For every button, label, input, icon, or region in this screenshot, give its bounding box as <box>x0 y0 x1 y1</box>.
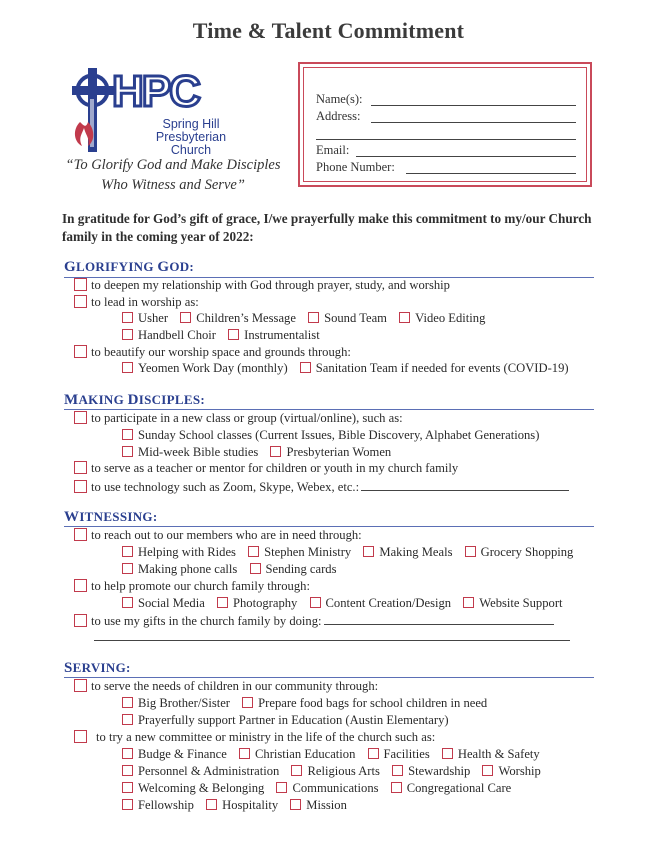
checkbox[interactable] <box>122 782 133 793</box>
option-row <box>122 445 400 460</box>
checkbox[interactable] <box>300 362 311 373</box>
email-label: Email: <box>316 143 350 157</box>
option-presbyterian-women[interactable]: Presbyterian Women <box>270 445 391 460</box>
option-worship[interactable]: Worship <box>482 764 540 779</box>
checkbox[interactable] <box>463 597 474 608</box>
option-christian-education[interactable]: Christian Education <box>239 747 355 762</box>
email-field[interactable] <box>356 156 576 157</box>
church-logo <box>66 64 246 164</box>
section-divider <box>64 677 594 678</box>
option-fellowship[interactable]: Fellowship <box>122 798 194 813</box>
option-stewardship[interactable]: Stewardship <box>392 764 470 779</box>
checkbox[interactable] <box>122 765 133 776</box>
checkbox[interactable] <box>74 345 87 358</box>
checkbox[interactable] <box>122 446 133 457</box>
commit-item[interactable]: to help promote our church family through: <box>74 579 310 594</box>
checkbox[interactable] <box>276 782 287 793</box>
option-congregational-care[interactable]: Congregational Care <box>391 781 512 796</box>
option-row <box>122 713 458 728</box>
option-mission[interactable]: Mission <box>290 798 347 813</box>
option-social-media[interactable]: Social Media <box>122 596 205 611</box>
option-partner-in-education[interactable]: Prayerfully support Partner in Education (Austin Elementary) <box>122 713 449 728</box>
commit-item[interactable]: to deepen my relationship with God through prayer, study, and worship <box>74 278 450 293</box>
option-religious-arts[interactable]: Religious Arts <box>291 764 379 779</box>
option-row <box>122 328 329 343</box>
checkbox[interactable] <box>228 329 239 340</box>
checkbox[interactable] <box>242 697 253 708</box>
checkbox[interactable] <box>290 799 301 810</box>
option-sunday-school[interactable]: Sunday School classes (Current Issues, Bible Discovery, Alphabet Generations) <box>122 428 539 443</box>
option-row <box>122 562 346 577</box>
option-personnel-administration[interactable]: Personnel & Administration <box>122 764 279 779</box>
address-line-2-field[interactable] <box>316 139 576 140</box>
option-childrens-message[interactable]: Children’s Message <box>180 311 296 326</box>
checkbox[interactable] <box>74 278 87 291</box>
checkbox[interactable] <box>368 748 379 759</box>
tagline: “To Glorify God and Make Disciples Who Witness and Serve” <box>65 157 281 193</box>
checkbox[interactable] <box>122 597 133 608</box>
option-health-safety[interactable]: Health & Safety <box>442 747 540 762</box>
checkbox[interactable] <box>465 546 476 557</box>
option-row <box>122 747 549 762</box>
checkbox[interactable] <box>217 597 228 608</box>
checkbox[interactable] <box>74 730 87 743</box>
checkbox[interactable] <box>122 714 133 725</box>
address-label: Address: <box>316 109 361 123</box>
intro-text: In gratitude for God’s gift of grace, I/we prayerfully make this commitment to my/our Church family in the coming year of 2022: <box>62 211 592 244</box>
checkbox[interactable] <box>122 546 133 557</box>
option-sound-team[interactable]: Sound Team <box>308 311 387 326</box>
checkbox[interactable] <box>74 528 87 541</box>
checkbox[interactable] <box>122 697 133 708</box>
commit-item[interactable]: to lead in worship as: <box>74 295 199 310</box>
commit-item[interactable]: to try a new committee or ministry in the life of the church such as: <box>74 730 435 745</box>
gifts-field-line-2[interactable] <box>94 640 570 641</box>
option-hospitality[interactable]: Hospitality <box>206 798 278 813</box>
phone-label: Phone Number: <box>316 160 395 174</box>
commit-item[interactable]: to serve the needs of children in our community through: <box>74 679 378 694</box>
option-grocery-shopping[interactable]: Grocery Shopping <box>465 545 574 560</box>
checkbox[interactable] <box>310 597 321 608</box>
technology-field[interactable] <box>361 479 569 491</box>
option-big-brother-sister[interactable]: Big Brother/Sister <box>122 696 230 711</box>
checkbox[interactable] <box>122 329 133 340</box>
commit-item[interactable]: to use my gifts in the church family by doing: <box>74 613 554 629</box>
checkbox[interactable] <box>239 748 250 759</box>
checkbox[interactable] <box>363 546 374 557</box>
option-content-creation[interactable]: Content Creation/Design <box>310 596 452 611</box>
section-heading-serving: SERVING: <box>64 660 131 676</box>
option-sending-cards[interactable]: Sending cards <box>250 562 337 577</box>
checkbox[interactable] <box>74 461 87 474</box>
phone-field[interactable] <box>406 173 576 174</box>
checkbox[interactable] <box>122 362 133 373</box>
option-photography[interactable]: Photography <box>217 596 297 611</box>
option-website-support[interactable]: Website Support <box>463 596 562 611</box>
name-field[interactable] <box>371 105 576 106</box>
checkbox[interactable] <box>248 546 259 557</box>
commit-item[interactable]: to participate in a new class or group (virtual/online), such as: <box>74 411 403 426</box>
checkbox[interactable] <box>122 748 133 759</box>
checkbox[interactable] <box>291 765 302 776</box>
option-row <box>122 596 572 611</box>
checkbox[interactable] <box>180 312 191 323</box>
option-making-meals[interactable]: Making Meals <box>363 545 452 560</box>
option-making-phone-calls[interactable]: Making phone calls <box>122 562 237 577</box>
checkbox[interactable] <box>442 748 453 759</box>
checkbox[interactable] <box>308 312 319 323</box>
option-row <box>122 764 550 779</box>
option-usher[interactable]: Usher <box>122 311 168 326</box>
option-food-bags[interactable]: Prepare food bags for school children in need <box>242 696 487 711</box>
section-divider <box>64 409 594 410</box>
checkbox[interactable] <box>270 446 281 457</box>
checkbox[interactable] <box>74 295 87 308</box>
commit-item[interactable]: to use technology such as Zoom, Skype, Webex, etc.: <box>74 479 569 495</box>
contact-box <box>298 62 592 187</box>
option-communications[interactable]: Communications <box>276 781 378 796</box>
option-row <box>122 781 520 796</box>
checkbox[interactable] <box>399 312 410 323</box>
option-stephen-ministry[interactable]: Stephen Ministry <box>248 545 351 560</box>
option-row <box>122 428 548 443</box>
checkbox[interactable] <box>122 312 133 323</box>
section-heading-making-disciples: MAKING DISCIPLES: <box>64 392 205 408</box>
checkbox[interactable] <box>74 579 87 592</box>
section-divider <box>64 526 594 527</box>
option-row <box>122 798 356 813</box>
section-heading-glorifying: GLORIFYING GOD: <box>64 259 195 275</box>
commit-item[interactable]: to reach out to our members who are in need through: <box>74 528 362 543</box>
checkbox[interactable] <box>206 799 217 810</box>
checkbox[interactable] <box>482 765 493 776</box>
gifts-field[interactable] <box>324 613 554 625</box>
address-field[interactable] <box>371 122 576 123</box>
checkbox[interactable] <box>122 563 133 574</box>
option-yeomen-work-day[interactable]: Yeomen Work Day (monthly) <box>122 361 288 376</box>
checkbox[interactable] <box>74 679 87 692</box>
commit-item[interactable]: to serve as a teacher or mentor for children or youth in my church family <box>74 461 458 476</box>
checkbox[interactable] <box>391 782 402 793</box>
checkbox[interactable] <box>122 799 133 810</box>
option-instrumentalist[interactable]: Instrumentalist <box>228 328 320 343</box>
section-heading-witnessing: WITNESSING: <box>64 509 158 525</box>
logo-letters: HPC <box>112 67 199 116</box>
option-row <box>122 361 578 376</box>
name-label: Name(s): <box>316 92 363 106</box>
checkbox[interactable] <box>74 411 87 424</box>
option-sanitation-team[interactable]: Sanitation Team if needed for events (COVID-19) <box>300 361 569 376</box>
option-mid-week-bible[interactable]: Mid-week Bible studies <box>122 445 258 460</box>
church-name: Spring Hill Presbyterian Church <box>155 117 227 157</box>
option-welcoming-belonging[interactable]: Welcoming & Belonging <box>122 781 264 796</box>
option-row <box>122 311 494 326</box>
commit-item[interactable]: to beautify our worship space and grounds through: <box>74 345 351 360</box>
checkbox[interactable] <box>74 480 87 493</box>
checkbox[interactable] <box>250 563 261 574</box>
option-row <box>122 545 582 560</box>
option-video-editing[interactable]: Video Editing <box>399 311 485 326</box>
option-facilities[interactable]: Facilities <box>368 747 430 762</box>
checkbox[interactable] <box>392 765 403 776</box>
option-row <box>122 696 496 711</box>
page-title: Time & Talent Commitment <box>192 18 465 43</box>
checkbox[interactable] <box>74 614 87 627</box>
option-handbell-choir[interactable]: Handbell Choir <box>122 328 216 343</box>
option-budget-finance[interactable]: Budge & Finance <box>122 747 227 762</box>
checkbox[interactable] <box>122 429 133 440</box>
option-helping-with-rides[interactable]: Helping with Rides <box>122 545 236 560</box>
